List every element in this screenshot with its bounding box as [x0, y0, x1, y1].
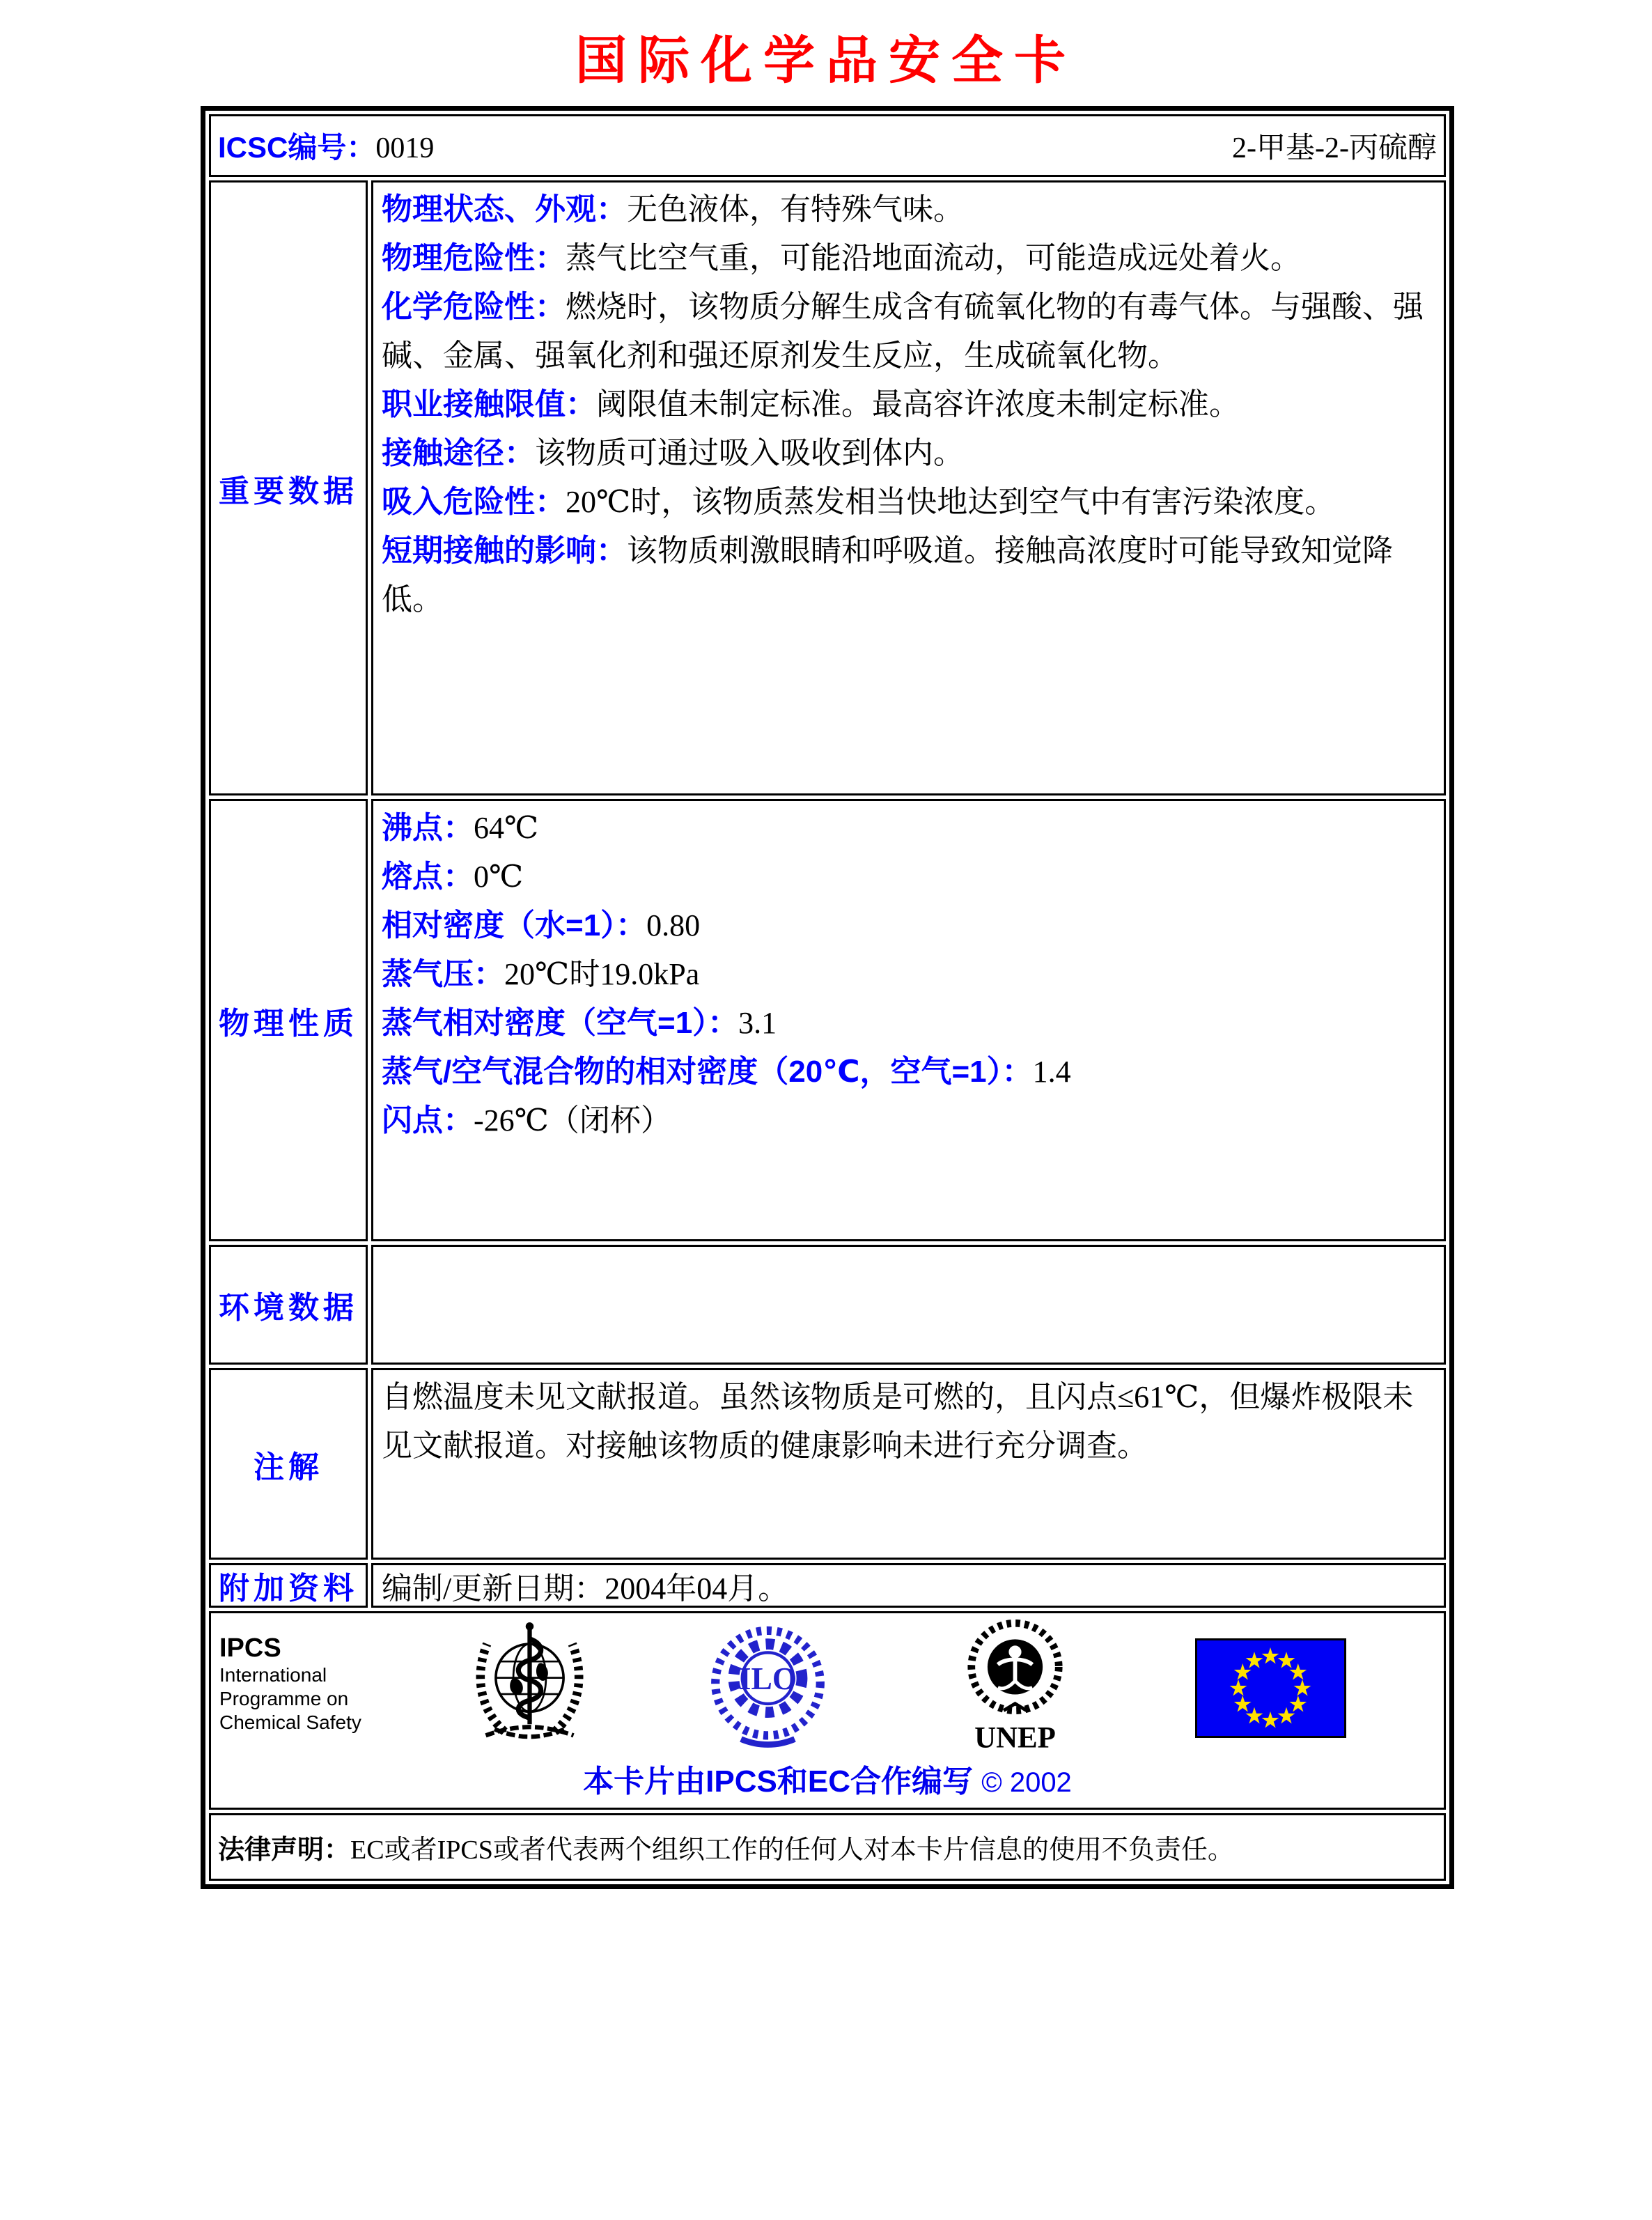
field-value: 0℃: [474, 860, 524, 894]
field-value: 20℃时，该物质蒸发相当快地达到空气中有害污染浓度。: [566, 485, 1336, 519]
logos-row: [209, 1611, 1446, 1810]
field-label: 短期接触的影响：: [382, 534, 627, 568]
data-line: [382, 950, 1435, 999]
field-value: 3.1: [738, 1006, 777, 1040]
data-line: [382, 283, 1435, 380]
additional-info-content: [371, 1563, 1446, 1608]
data-line: [382, 853, 1435, 901]
update-date: 编制/更新日期：2004年04月。: [382, 1571, 789, 1606]
field-value: 阈限值未制定标准。最高容许浓度未制定标准。: [596, 387, 1240, 421]
data-line: [382, 185, 1435, 234]
field-label: 闪点：: [382, 1103, 474, 1138]
physical-properties-row: [209, 799, 1446, 1241]
ipcs-line-3: Chemical Safety: [219, 1711, 361, 1733]
data-line: [382, 1096, 1435, 1145]
notes-row: [209, 1368, 1446, 1560]
eu-flag-icon: [1195, 1638, 1346, 1738]
ipcs-line-1: International: [219, 1664, 327, 1686]
field-label: 沸点：: [382, 811, 474, 845]
logos-cell: [209, 1611, 1446, 1810]
field-value: 该物质刺激眼睛和呼吸道。接触高浓度时可能导致知觉降低。: [382, 534, 1393, 616]
additional-info-row-label: 附加资料: [209, 1563, 368, 1608]
field-label: 熔点：: [382, 860, 474, 894]
data-line: [382, 999, 1435, 1048]
data-line: [382, 380, 1435, 429]
field-label: 相对密度（水=1）：: [382, 908, 647, 942]
data-line: [382, 527, 1435, 624]
physical-properties-content: [371, 799, 1446, 1241]
field-value: 燃烧时，该物质分解生成含有硫氧化物的有毒气体。与强酸、强碱、金属、强氧化剂和强还原剂发生反应，生成硫氧化物。: [382, 290, 1424, 373]
data-line: [382, 478, 1435, 527]
unep-letters: UNEP: [974, 1721, 1056, 1755]
copyright-line: [211, 1756, 1444, 1801]
icsc-table: [201, 106, 1454, 1889]
legal-text: EC或者IPCS或者代表两个组织工作的任何人对本卡片信息的使用不负责任。: [350, 1835, 1234, 1865]
field-value: -26℃（闭杯）: [474, 1103, 671, 1138]
field-value: 20℃时19.0kPa: [504, 957, 700, 991]
icsc-number-group: [218, 125, 434, 166]
field-label: 化学危险性：: [382, 290, 566, 324]
field-value: 64℃: [474, 811, 539, 845]
field-label: 物理状态、外观：: [382, 192, 627, 226]
ipcs-acronym: IPCS: [219, 1633, 281, 1663]
page-title: 国际化学品安全卡: [575, 33, 1077, 90]
field-label: 物理危险性：: [382, 241, 566, 275]
field-value: 1.4: [1032, 1055, 1071, 1089]
ipcs-line-2: Programme on: [219, 1688, 349, 1709]
legal-label: 法律声明：: [218, 1835, 351, 1865]
header-cell: [209, 114, 1446, 177]
legal-cell: [209, 1813, 1446, 1881]
field-label: 蒸气/空气混合物的相对密度（20℃，空气=1）：: [382, 1055, 1033, 1089]
notes-content: [371, 1368, 1446, 1560]
field-value: 0.80: [646, 908, 701, 942]
notes-row-label: 注解: [209, 1368, 368, 1560]
field-value: 该物质可通过吸入吸收到体内。: [535, 436, 964, 470]
data-line: [382, 429, 1435, 478]
field-label: 职业接触限值：: [382, 387, 596, 421]
important-data-row-label: 重要数据: [209, 180, 368, 795]
field-label: 接触途径：: [382, 436, 535, 470]
copyright-text: 本卡片由IPCS和EC合作编写: [583, 1764, 973, 1799]
environmental-data-row: [209, 1245, 1446, 1365]
physical-properties-row-label: 物理性质: [209, 799, 368, 1241]
field-value: 无色液体，有特殊气味。: [627, 192, 964, 226]
chemical-name: 2-甲基-2-丙硫醇: [1232, 132, 1437, 164]
icsc-number-label: ICSC编号：: [218, 131, 376, 164]
header-row: [209, 114, 1446, 177]
field-label: 吸入危险性：: [382, 485, 566, 519]
icsc-number-value: 0019: [375, 132, 435, 164]
legal-row: [209, 1813, 1446, 1881]
ilo-letters: ILO: [738, 1660, 797, 1696]
data-line: [382, 804, 1435, 853]
notes-text: 自燃温度未见文献报道。虽然该物质是可燃的，且闪点≤61℃，但爆炸极限未见文献报道。对接触该物质的健康影响未进行充分调查。: [382, 1380, 1414, 1463]
who-logo-icon: [465, 1619, 594, 1744]
field-label: 蒸气压：: [382, 957, 504, 991]
copyright-year: © 2002: [981, 1767, 1072, 1798]
important-data-row: [209, 180, 1446, 795]
environmental-data-row-label: 环境数据: [209, 1245, 368, 1365]
unep-logo-icon: [958, 1617, 1073, 1755]
data-line: [382, 1048, 1435, 1096]
ipcs-text-block: [219, 1633, 361, 1734]
important-data-content: [371, 180, 1446, 795]
field-value: 蒸气比空气重，可能沿地面流动，可能造成远处着火。: [566, 241, 1301, 275]
field-label: 蒸气相对密度（空气=1）：: [382, 1006, 739, 1040]
data-line: [382, 234, 1435, 283]
environmental-data-content: [371, 1245, 1446, 1365]
ilo-logo-icon: [707, 1622, 829, 1751]
additional-info-row: [209, 1563, 1446, 1608]
data-line: [382, 901, 1435, 950]
